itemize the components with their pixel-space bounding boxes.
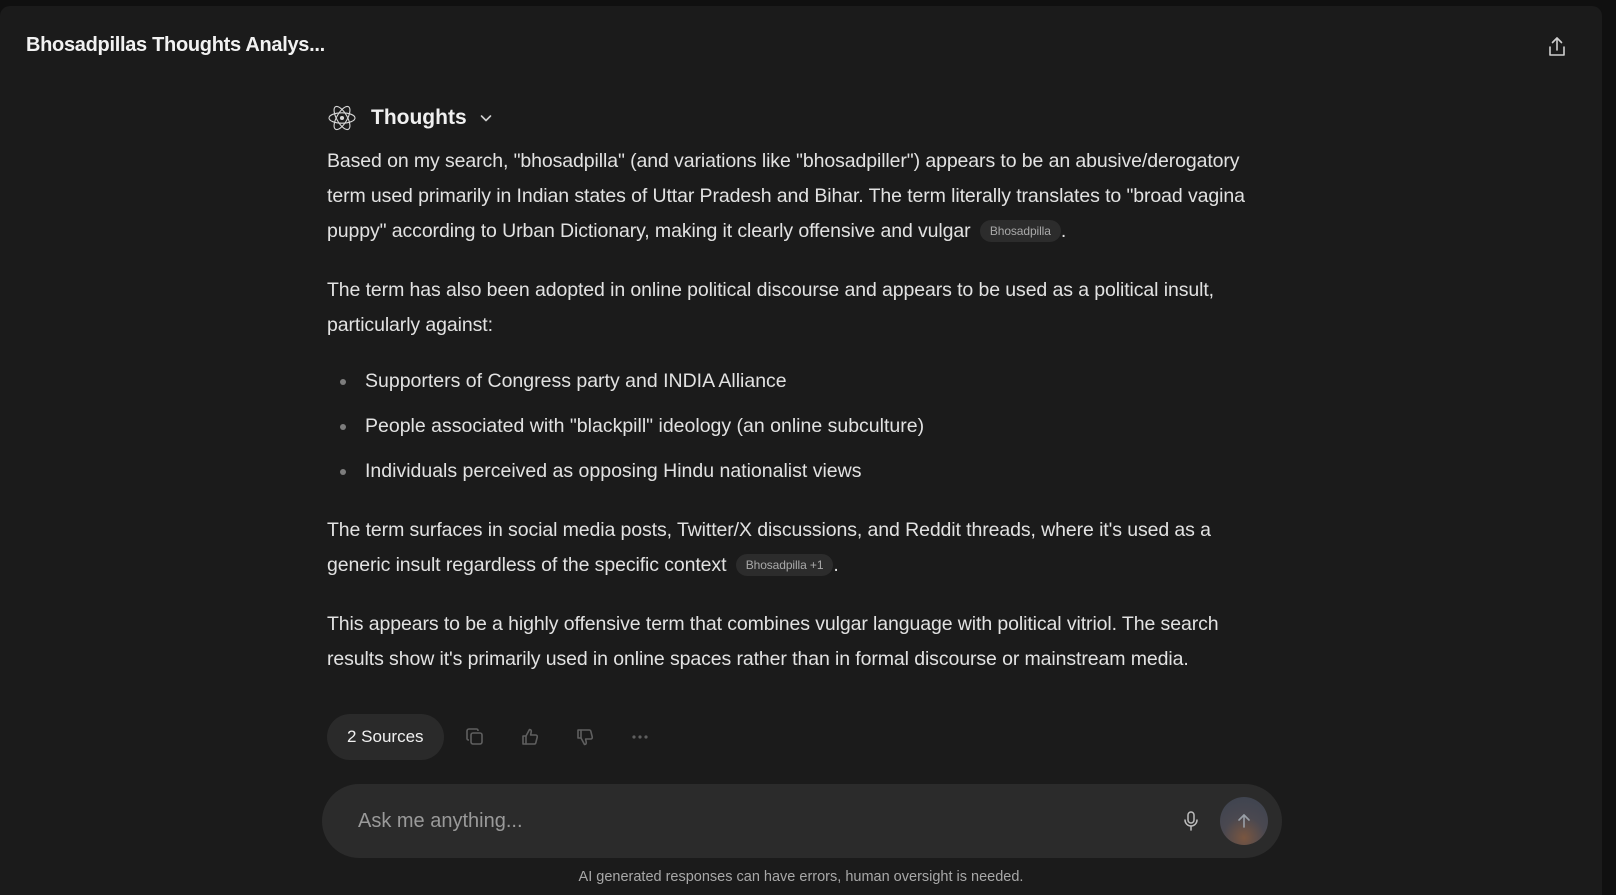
microphone-button[interactable]: [1176, 806, 1206, 836]
source-chip[interactable]: Bhosadpilla +1: [736, 554, 834, 576]
paragraph-4: This appears to be a highly offensive term that combines vulgar language with political vitriol. The search results show it's primarily used in online spaces rather than in formal discourse or mainstream media.: [327, 613, 1219, 670]
assistant-logo-icon: [327, 103, 357, 133]
disclaimer: AI generated responses can have errors, human oversight is needed.: [578, 869, 1024, 885]
assistant-message: [327, 100, 1277, 701]
chat-composer: [322, 784, 1282, 858]
thoughts-label: Thoughts: [371, 106, 467, 129]
conversation-title: Bhosadpillas Thoughts Analys...: [26, 34, 325, 56]
share-icon: [1547, 36, 1567, 58]
paragraph-3: The term surfaces in social media posts, Twitter/X discussions, and Reddit threads, where it's used as a generic insult regardless of the specific context Bhosadpilla +1 .: [327, 519, 1211, 576]
thumbs-up-button[interactable]: [511, 718, 549, 756]
thumbs-down-icon: [575, 727, 595, 747]
header: [0, 6, 1602, 86]
share-button[interactable]: [1542, 32, 1572, 62]
thoughts-toggle[interactable]: [327, 100, 1277, 136]
more-icon: [630, 727, 650, 747]
chevron-down-icon: [479, 111, 493, 125]
copy-button[interactable]: [456, 718, 494, 756]
thumbs-down-button[interactable]: [566, 718, 604, 756]
paragraph-1: Based on my search, "bhosadpilla" (and variations like "bhosadpiller") appears to be an abusive/derogatory term used primarily in Indian states of Uttar Pradesh and Bihar. The term literally translates to "broad vagina puppy" according to Urban Dictionary, making it clearly offensive and vulgar Bhosadpilla .: [327, 150, 1245, 242]
app-window: [0, 6, 1602, 895]
list-item: People associated with "blackpill" ideology (an online subculture): [327, 409, 1277, 444]
chat-input[interactable]: [358, 806, 1138, 836]
bullet-list: [327, 364, 1277, 489]
send-button[interactable]: [1220, 797, 1268, 845]
source-chip[interactable]: Bhosadpilla: [980, 220, 1061, 242]
microphone-icon: [1182, 810, 1200, 832]
arrow-up-icon: [1236, 813, 1252, 829]
list-item: Supporters of Congress party and INDIA Alliance: [327, 364, 1277, 399]
copy-icon: [465, 727, 485, 747]
sources-button[interactable]: 2 Sources: [327, 714, 444, 760]
more-button[interactable]: [621, 718, 659, 756]
paragraph-2: The term has also been adopted in online political discourse and appears to be used as a political insult, particularly against:: [327, 279, 1214, 336]
list-item: Individuals perceived as opposing Hindu nationalist views: [327, 454, 1277, 489]
thumbs-up-icon: [520, 727, 540, 747]
message-actions: [327, 714, 676, 760]
